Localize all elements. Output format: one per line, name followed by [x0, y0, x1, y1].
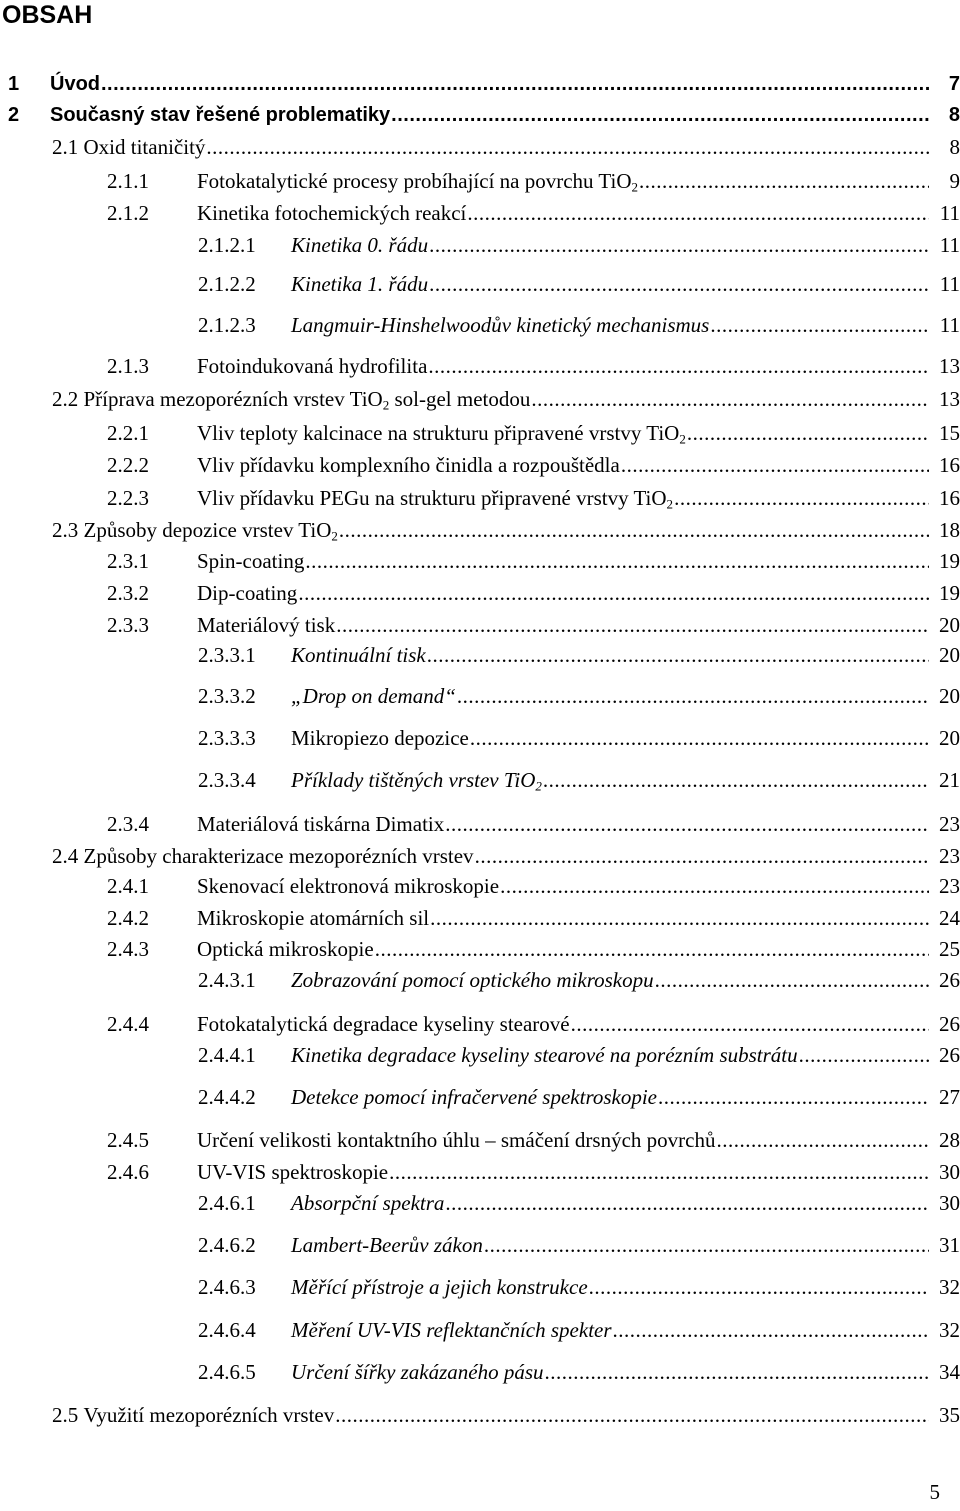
toc-entry-page: 25	[939, 937, 960, 961]
toc-entry-page: 23	[939, 844, 960, 868]
dot-leader	[475, 842, 929, 870]
toc-entry-title	[291, 1316, 612, 1344]
dot-leader	[457, 682, 929, 710]
toc-entry-number: 2.2.1	[107, 421, 149, 445]
toc-entry-page: 23	[939, 812, 960, 836]
dot-leader	[430, 904, 929, 932]
dot-leader	[589, 1273, 929, 1301]
toc-entry-title	[84, 842, 474, 870]
dot-leader	[545, 1358, 929, 1386]
dot-leader	[429, 270, 929, 298]
toc-entry-page: 20	[939, 613, 960, 637]
toc-entry-page: 8	[948, 104, 960, 126]
dot-leader	[799, 1041, 929, 1069]
dot-leader	[428, 352, 929, 380]
toc-entry-number: 2.1.1	[107, 169, 149, 193]
toc-entry-page: 16	[939, 453, 960, 477]
toc-entry-title-text: Vliv přídavku PEGu na strukturu připravené vrstvy TiO	[197, 486, 667, 510]
toc-entry-title-text: Fotokatalytické procesy probíhající na povrchu TiO	[197, 169, 632, 193]
toc-entry-title-text: Fotoindukovaná hydrofilita	[197, 354, 428, 378]
toc-entry-title-text: Kinetika 0. řádu	[291, 233, 429, 257]
toc-entry[interactable]	[0, 1010, 960, 1038]
toc-entry-title-text: Lambert-Beerův zákon	[291, 1233, 483, 1257]
toc-entry[interactable]	[0, 1316, 960, 1344]
toc-entry-title-suffix: sol-gel metodou	[389, 387, 531, 411]
toc-entry[interactable]	[0, 1189, 960, 1217]
toc-entry-title	[291, 270, 428, 298]
toc-entry-title-text: Materiálový tisk	[197, 613, 336, 637]
toc-entry-number: 2.3.3.1	[198, 643, 256, 667]
toc-entry-page: 20	[939, 726, 960, 750]
toc-entry-page: 32	[939, 1275, 960, 1299]
toc-entry-page: 21	[939, 768, 960, 792]
toc-entry-title-text: Příklady tištěných vrstev TiO	[291, 768, 536, 792]
toc-entry-page: 26	[939, 1012, 960, 1036]
toc-entry-page: 18	[939, 518, 960, 542]
toc-entry-number: 2.4.6.3	[198, 1275, 256, 1299]
toc-entry-number: 2.4.6.4	[198, 1318, 256, 1342]
dot-leader	[445, 1189, 929, 1217]
toc-entry[interactable]	[0, 579, 960, 607]
toc-entry-page: 34	[939, 1360, 960, 1384]
toc-entry-title	[291, 682, 456, 710]
dot-leader	[206, 133, 929, 161]
toc-entry-number: 2.4.4.1	[198, 1043, 256, 1067]
toc-entry-title-text: Využití mezoporézních vrstev	[83, 1403, 335, 1427]
toc-entry-number: 2.4.6.5	[198, 1360, 256, 1384]
toc-entry-title	[291, 1231, 483, 1259]
toc-entry-title-text: Měření UV-VIS reflektančních spekter	[291, 1318, 612, 1342]
dot-leader	[613, 1316, 929, 1344]
toc-entry-title-text: Kinetika 1. řádu	[291, 272, 429, 296]
toc-entry-number: 2.5	[52, 1403, 79, 1427]
toc-entry-page: 11	[939, 233, 960, 257]
toc-entry-title	[84, 385, 531, 413]
dot-leader	[500, 872, 929, 900]
toc-entry-number: 2.1.2.2	[198, 272, 256, 296]
toc-entry-page: 24	[939, 906, 960, 930]
toc-entry-title	[197, 1126, 715, 1154]
toc-entry-title-text: Vliv teploty kalcinace na strukturu připravené vrstvy TiO	[197, 421, 680, 445]
toc-entry-title	[50, 101, 390, 129]
toc-entry[interactable]	[0, 810, 960, 838]
toc-entry-title	[197, 935, 374, 963]
toc-entry[interactable]	[0, 1041, 960, 1069]
dot-leader	[101, 70, 929, 98]
toc-entry-page: 9	[949, 169, 960, 193]
toc-entry-page: 11	[939, 313, 960, 337]
toc-entry-page: 11	[939, 272, 960, 296]
toc-entry[interactable]	[0, 484, 960, 512]
toc-entry-title	[197, 484, 673, 512]
toc-entry-number: 2.4.2	[107, 906, 149, 930]
toc-entry-number: 2.2.2	[107, 453, 149, 477]
toc-entry-title-text: Mikroskopie atomárních sil	[197, 906, 430, 930]
toc-entry-number: 2.1.2.3	[198, 313, 256, 337]
toc-entry-title-text: Zobrazování pomocí optického mikroskopu	[291, 968, 654, 992]
toc-entry[interactable]	[0, 1083, 960, 1111]
toc-entry-subscript: 2	[382, 397, 390, 413]
toc-entry-title	[197, 547, 304, 575]
toc-entry[interactable]	[0, 682, 960, 710]
toc-entry-title	[84, 133, 206, 161]
toc-entry-subscript: 2	[631, 179, 639, 195]
toc-entry-number: 2.4.3.1	[198, 968, 256, 992]
toc-entry[interactable]	[0, 352, 960, 380]
toc-entry-title	[291, 724, 469, 752]
dot-leader	[687, 419, 929, 447]
toc-entry-title	[197, 579, 297, 607]
toc-entry-title	[197, 167, 638, 195]
toc-entry[interactable]	[0, 516, 960, 544]
dot-leader	[484, 1231, 929, 1259]
toc-entry-title-text: Vliv přídavku komplexního činidla a rozpouštědla	[197, 453, 620, 477]
toc-entry-number: 2.1	[52, 135, 79, 159]
toc-entry-page: 13	[939, 354, 960, 378]
toc-entry[interactable]	[0, 70, 960, 98]
toc-entry-page: 20	[939, 684, 960, 708]
toc-entry-number: 2.4	[52, 844, 79, 868]
toc-entry-page: 26	[939, 1043, 960, 1067]
toc-entry[interactable]	[0, 904, 960, 932]
toc-entry-number: 2	[8, 104, 20, 126]
dot-leader	[467, 199, 929, 227]
page-number: 5	[929, 1480, 940, 1504]
toc-entry-title-text: Určení velikosti kontaktního úhlu – smáčení drsných povrchů	[197, 1128, 716, 1152]
toc-entry-title	[84, 516, 338, 544]
toc-entry-title	[197, 352, 427, 380]
toc-entry-title-text: Fotokatalytická degradace kyseliny stearové	[197, 1012, 570, 1036]
toc-entry-title-text: „Drop on demand“	[291, 684, 456, 708]
toc-entry-title	[197, 419, 686, 447]
toc-entry-number: 2.3	[52, 518, 79, 542]
toc-entry-page: 23	[939, 874, 960, 898]
toc-entry[interactable]	[0, 231, 960, 259]
toc-entry[interactable]	[0, 872, 960, 900]
page-title: OBSAH	[2, 1, 93, 29]
toc-entry-title-text: Úvod	[50, 73, 100, 95]
toc-entry[interactable]	[0, 547, 960, 575]
toc-entry-title-text: Příprava mezoporézních vrstev TiO	[83, 387, 383, 411]
toc-entry-number: 2.1.3	[107, 354, 149, 378]
toc-entry[interactable]	[0, 311, 960, 339]
toc-entry-number: 2.4.4	[107, 1012, 149, 1036]
dot-leader	[710, 311, 929, 339]
dot-leader	[470, 724, 929, 752]
toc-entry-number: 2.4.6.1	[198, 1191, 256, 1215]
toc-entry[interactable]	[0, 101, 960, 129]
toc-entry-title	[291, 641, 426, 669]
toc-entry[interactable]	[0, 1358, 960, 1386]
dot-leader	[429, 231, 929, 259]
toc-entry-title	[291, 1083, 657, 1111]
toc-entry-subscript: 2	[666, 496, 674, 512]
toc-entry[interactable]	[0, 419, 960, 447]
dot-leader	[543, 766, 929, 794]
toc-entry-number: 2.4.4.2	[198, 1085, 256, 1109]
toc-entry-title-text: Způsoby depozice vrstev TiO	[83, 518, 332, 542]
toc-entry-number: 2.4.6.2	[198, 1233, 256, 1257]
toc-entry-title-text: Způsoby charakterizace mezoporézních vrstev	[83, 844, 474, 868]
dot-leader	[427, 641, 929, 669]
dot-leader	[305, 547, 929, 575]
dot-leader	[298, 579, 929, 607]
toc-entry-page: 30	[939, 1191, 960, 1215]
toc-entry[interactable]	[0, 641, 960, 669]
toc-entry-title	[291, 311, 709, 339]
toc-entry-title-text: Optická mikroskopie	[197, 937, 374, 961]
toc-entry-number: 2.2.3	[107, 486, 149, 510]
toc-entry-page: 30	[939, 1160, 960, 1184]
toc-entry-title	[291, 966, 654, 994]
toc-entry[interactable]	[0, 724, 960, 752]
toc-entry-page: 19	[939, 581, 960, 605]
toc-entry-number: 2.3.3	[107, 613, 149, 637]
toc-entry-subscript: 2	[679, 431, 686, 447]
toc-entry-title	[197, 1010, 570, 1038]
toc-entry-title-text: Kinetika degradace kyseliny stearové na porézním substrátu	[291, 1043, 798, 1067]
toc-entry[interactable]	[0, 385, 960, 413]
toc-entry-page: 26	[939, 968, 960, 992]
toc-entry-title-text: Skenovací elektronová mikroskopie	[197, 874, 500, 898]
toc-entry-page: 8	[949, 135, 960, 159]
toc-entry-title	[291, 1041, 798, 1069]
toc-entry-title	[291, 231, 428, 259]
toc-entry-page: 35	[939, 1403, 960, 1427]
toc-entry-page: 11	[939, 201, 960, 225]
toc-entry-number: 2.3.3.2	[198, 684, 256, 708]
toc-entry[interactable]	[0, 1401, 960, 1429]
dot-leader	[336, 611, 929, 639]
toc-entry-title-text: UV-VIS spektroskopie	[197, 1160, 389, 1184]
toc-entry-subscript: 2	[535, 778, 542, 794]
toc-entry-title-text: Současný stav řešené problematiky	[50, 104, 391, 126]
toc-entry[interactable]	[0, 451, 960, 479]
toc-entry-page: 32	[939, 1318, 960, 1342]
toc-entry-title	[197, 904, 429, 932]
toc-entry-title	[84, 1401, 335, 1429]
toc-entry[interactable]	[0, 766, 960, 794]
dot-leader	[621, 451, 929, 479]
toc-entry-number: 2.1.2	[107, 201, 149, 225]
dot-leader	[339, 516, 929, 544]
toc-entry-page: 15	[939, 421, 960, 445]
dot-leader	[658, 1083, 929, 1111]
toc-entry-number: 2.3.3.3	[198, 726, 256, 750]
toc-entry-title-text: Detekce pomocí infračervené spektroskopie	[291, 1085, 657, 1109]
dot-leader	[674, 484, 929, 512]
toc-entry-number: 2.4.5	[107, 1128, 149, 1152]
toc-entry-title	[197, 810, 444, 838]
toc-entry-title	[291, 766, 542, 794]
toc-entry-subscript: 2	[331, 528, 338, 544]
toc-entry-number: 2.2	[52, 387, 79, 411]
toc-entry-title	[291, 1358, 544, 1386]
toc-entry[interactable]	[0, 199, 960, 227]
toc-entry[interactable]	[0, 1231, 960, 1259]
dot-leader	[445, 810, 929, 838]
toc-entry[interactable]	[0, 1126, 960, 1154]
toc-entry-title	[291, 1273, 588, 1301]
toc-entry[interactable]	[0, 1273, 960, 1301]
toc-entry-page: 13	[939, 387, 960, 411]
dot-leader	[391, 101, 929, 129]
toc-entry-title	[50, 70, 100, 98]
dot-leader	[716, 1126, 929, 1154]
toc-entry-title-text: Spin-coating	[197, 549, 305, 573]
toc-entry-title	[197, 611, 335, 639]
toc-entry-number: 2.4.1	[107, 874, 149, 898]
toc-entry-number: 2.3.4	[107, 812, 149, 836]
toc-entry-page: 31	[939, 1233, 960, 1257]
toc-entry[interactable]	[0, 935, 960, 963]
toc-entry-page: 20	[939, 643, 960, 667]
toc-entry-number: 2.3.2	[107, 581, 149, 605]
toc-entry-number: 2.4.3	[107, 937, 149, 961]
toc-entry-title	[197, 451, 620, 479]
toc-entry[interactable]	[0, 611, 960, 639]
toc-entry-title-text: Absorpční spektra	[291, 1191, 445, 1215]
dot-leader	[655, 966, 929, 994]
toc-entry-title	[197, 872, 499, 900]
toc-entry-title	[197, 1158, 388, 1186]
toc-entry-number: 2.1.2.1	[198, 233, 256, 257]
toc-entry-title	[197, 199, 466, 227]
toc-entry-title-text: Měřící přístroje a jejich konstrukce	[291, 1275, 588, 1299]
toc-entry[interactable]	[0, 133, 960, 161]
toc-entry-page: 27	[939, 1085, 960, 1109]
toc-entry[interactable]	[0, 966, 960, 994]
dot-leader	[639, 167, 929, 195]
toc-entry-title-text: Určení šířky zakázaného pásu	[291, 1360, 544, 1384]
toc-entry-title-text: Mikropiezo depozice	[291, 726, 469, 750]
toc-entry-number: 2.4.6	[107, 1160, 149, 1184]
dot-leader	[571, 1010, 929, 1038]
toc-entry-title-text: Dip-coating	[197, 581, 298, 605]
dot-leader	[531, 385, 929, 413]
toc-entry-title	[291, 1189, 444, 1217]
toc-entry-title-text: Oxid titaničitý	[83, 135, 206, 159]
toc-entry-title-text: Kontinuální tisk	[291, 643, 426, 667]
toc-entry-page: 19	[939, 549, 960, 573]
toc-entry-title-text: Langmuir-Hinshelwoodův kinetický mechanismus	[291, 313, 710, 337]
toc-entry[interactable]	[0, 842, 960, 870]
toc-entry-page: 7	[948, 73, 960, 95]
toc-entry-title-text: Materiálová tiskárna Dimatix	[197, 812, 445, 836]
dot-leader	[389, 1158, 929, 1186]
dot-leader	[375, 935, 929, 963]
toc-entry[interactable]	[0, 167, 960, 195]
toc-entry[interactable]	[0, 1158, 960, 1186]
toc-entry-page: 28	[939, 1128, 960, 1152]
toc-entry-title-text: Kinetika fotochemických reakcí	[197, 201, 467, 225]
toc-entry-number: 2.3.3.4	[198, 768, 256, 792]
toc-entry-page: 16	[939, 486, 960, 510]
toc-entry-number: 2.3.1	[107, 549, 149, 573]
toc-entry-number: 1	[8, 73, 20, 95]
toc-entry[interactable]	[0, 270, 960, 298]
dot-leader	[335, 1401, 929, 1429]
